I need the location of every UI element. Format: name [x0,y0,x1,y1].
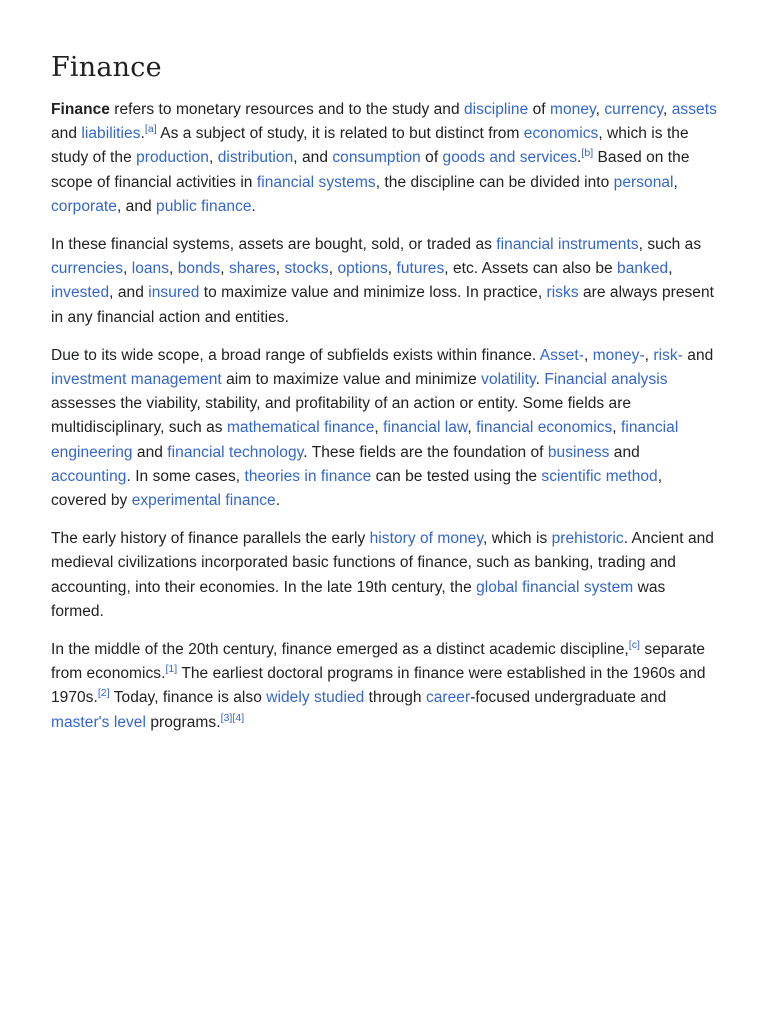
paragraph-text: The early history of finance parallels the early [51,530,370,548]
paragraph [51,344,717,513]
paragraph-text: -focused undergraduate and [470,689,667,707]
article-link[interactable]: financial engineering [51,419,679,461]
paragraph-text: . [251,197,256,215]
paragraph-text: . [140,125,145,143]
paragraph-text: Today, finance is also [109,689,267,707]
article-link[interactable]: corporate [51,197,117,215]
paragraph-text: of [420,149,443,167]
article-link[interactable]: public finance [156,197,252,215]
paragraph-text: are always present in any financial action and entities. [51,284,715,326]
paragraph-text: , [595,101,605,118]
paragraph-text: , [328,260,338,278]
reference-link[interactable]: [b] [581,147,594,160]
paragraph-text: In the middle of the 20th century, finance emerged as a distinct academic discipline, [51,641,629,659]
paragraph-text: , [220,260,229,278]
article-link[interactable]: financial technology [167,443,304,461]
article-link[interactable]: currencies [51,260,123,278]
paragraph-text: As a subject of study, it is related to but distinct from [156,125,524,143]
paragraph-text: and [51,125,82,143]
paragraph-text: and [132,443,168,461]
paragraph-text: , [387,260,397,278]
paragraph-text: . Ancient and medieval civilizations incorporated basic functions of finance, such as banking, trading and accounting, into their economies. In the late 19th century, the [51,530,714,596]
paragraph-text: In these financial systems, assets are bought, sold, or traded as [51,236,497,254]
paragraph-text: , [467,419,477,437]
article-link[interactable]: experimental finance [131,492,276,510]
paragraph-text: refers to monetary resources and to the study and [109,101,464,118]
paragraph-text: , [644,346,654,364]
paragraph-text: separate from economics. [51,641,706,683]
article-link[interactable]: banked [617,260,669,278]
paragraph-text: through [364,689,426,707]
article-link[interactable]: scientific method [541,467,658,485]
article-link[interactable]: production [136,149,209,167]
paragraph-text: was formed. [51,578,666,620]
article-link[interactable]: financial economics [476,419,613,437]
article-link[interactable]: risks [546,284,579,302]
paragraph-text: assesses the viability, stability, and profitability of an action or entity. Some fields are multidisciplinary, such as [51,395,632,437]
article-body [51,98,717,735]
paragraph-text: and [609,443,640,461]
paragraph-text: . [275,492,281,510]
paragraph-text: , and [109,284,149,302]
article-link[interactable]: futures [396,260,445,278]
paragraph-text: , such as [638,236,702,254]
page-title: Finance [51,52,162,83]
paragraph-text: , etc. Assets can also be [444,260,618,278]
article-link[interactable]: history of money [369,530,484,548]
paragraph-text: . In some cases, [126,467,245,485]
article-link[interactable]: prehistoric [551,530,624,548]
article-link[interactable]: financial instruments [496,236,639,254]
paragraph-text: aim to maximize value and minimize [221,371,482,389]
article-link[interactable]: invested [51,284,110,302]
paragraph-text: , [668,260,673,278]
paragraph-text: The earliest doctoral programs in finance were established in the 1960s and 1970s. [51,665,706,707]
article-link[interactable]: Financial analysis [544,371,668,389]
article-link[interactable]: Asset- [539,346,584,364]
article-link[interactable]: master's level [51,713,146,731]
paragraph [51,233,717,330]
paragraph-text: . [577,149,582,167]
reference-link[interactable]: [2] [97,687,110,700]
paragraph-text: . These fields are the foundation of [303,443,548,461]
paragraph-text: , covered by [51,467,663,510]
reference-link[interactable]: [a] [144,123,157,136]
article-link[interactable]: goods and services [442,149,577,167]
reference-link[interactable]: [3] [220,711,233,724]
paragraph-text: , the discipline can be divided into [375,173,614,191]
article-link[interactable]: stocks [284,260,329,278]
article-link[interactable]: liabilities [81,125,141,143]
paragraph-text: , [612,419,622,437]
article-link[interactable]: personal [613,173,674,191]
article-link[interactable]: options [337,260,388,278]
paragraph-text: programs. [145,713,221,731]
article-link[interactable]: mathematical finance [226,419,375,437]
reference-link[interactable]: [4] [232,711,245,724]
article-link[interactable]: economics [523,125,599,143]
article-link[interactable]: shares [228,260,276,278]
paragraph-text: can be tested using the [371,467,542,485]
article-link[interactable]: global financial system [476,578,634,596]
paragraph-text: Based on the scope of financial activities in [51,149,690,191]
article-link[interactable]: distribution [217,149,294,167]
article-link[interactable]: investment management [51,371,222,389]
article-link[interactable]: volatility [481,371,536,389]
paragraph-text: to maximize value and minimize loss. In practice, [199,284,547,302]
article-link[interactable]: currency [604,101,664,118]
paragraph-text: , [374,419,384,437]
paragraph-text: , [123,260,132,278]
reference-link[interactable]: [c] [628,638,641,651]
article-link[interactable]: loans [131,260,170,278]
article-link[interactable]: financial law [383,419,468,437]
reference-link[interactable]: [1] [165,663,178,676]
article-link[interactable]: career [425,689,471,707]
paragraph-text: , [275,260,285,278]
article-link[interactable]: discipline [464,101,529,118]
article-link[interactable]: risk- [653,346,683,364]
paragraph-text: and [682,346,714,364]
paragraph-text: , and [116,197,157,215]
paragraph-text: , [169,260,178,278]
paragraph [51,98,717,219]
article-link[interactable]: widely studied [266,689,365,707]
paragraph [51,527,717,624]
article-link[interactable]: money- [592,346,645,364]
paragraph-text: , which is [483,530,552,548]
paragraph-text: . [535,371,545,389]
paragraph-text: , [208,149,218,167]
article-link[interactable]: business [547,443,610,461]
article-link[interactable]: consumption [332,149,421,167]
paragraph [51,638,717,735]
article-link[interactable]: insured [148,284,200,302]
paragraph-text: , [673,173,678,191]
article-link[interactable]: financial systems [256,173,376,191]
paragraph-text: Due to its wide scope, a broad range of subfields exists within finance. [51,346,540,364]
paragraph-text: of [528,101,551,118]
article-link[interactable]: money [550,101,596,118]
paragraph-text: , [663,101,672,118]
article-link[interactable]: accounting [51,467,127,485]
article-link[interactable]: theories in finance [244,467,372,485]
article-link[interactable]: bonds [177,260,221,278]
bold-term: Finance [51,101,110,118]
paragraph-text: , [583,346,593,364]
article-link[interactable]: assets [671,101,717,118]
paragraph-text: , and [293,149,333,167]
paragraph-text: , which is the study of the [51,125,689,167]
